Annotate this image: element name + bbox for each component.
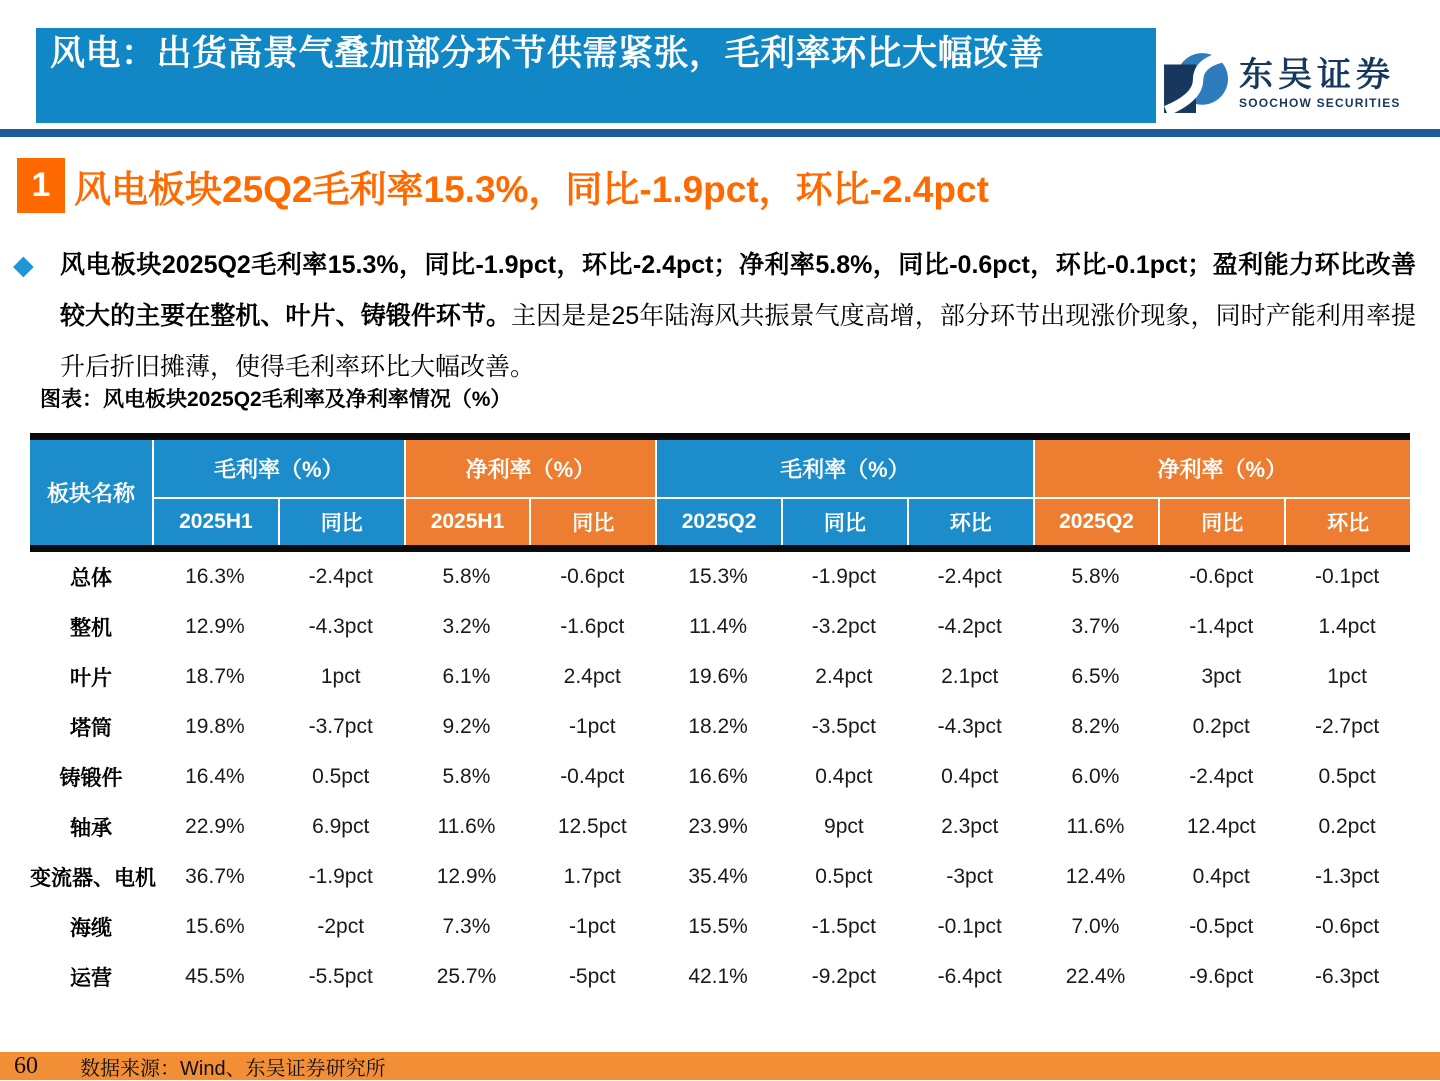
brand-name-en: SOOCHOW SECURITIES	[1239, 96, 1401, 110]
table-cell: 19.8%	[185, 715, 245, 738]
table-row	[30, 552, 1410, 602]
data-source: 数据来源：Wind、东吴证券研究所	[80, 1057, 386, 1080]
table-cell: -6.3pct	[1314, 965, 1380, 988]
table-cell: 3.7%	[1071, 615, 1120, 638]
sub-header: 同比	[783, 499, 907, 545]
table-cell: 2.3pct	[941, 815, 999, 838]
group-header-gross-margin-q2: 毛利率（%）	[657, 440, 1032, 497]
row-label: 轴承	[70, 817, 112, 840]
table-body	[30, 552, 1410, 1002]
table-cell: -9.2pct	[811, 965, 876, 988]
table-cell: 22.9%	[185, 815, 245, 838]
table-row	[30, 902, 1410, 952]
table-cell: 16.6%	[688, 765, 748, 788]
table-row	[30, 702, 1410, 752]
sub-header: 同比	[280, 499, 404, 545]
table-cell: 15.6%	[185, 915, 245, 938]
brand-logo	[1163, 48, 1401, 119]
table-cell: -1.3pct	[1314, 865, 1380, 888]
table-cell: -1.5pct	[811, 915, 876, 938]
table-cell: -0.6pct	[1189, 565, 1254, 588]
table-cell: 5.8%	[1071, 565, 1120, 588]
table-cell: 12.9%	[185, 615, 245, 638]
table-cell: 11.6%	[437, 815, 496, 838]
brand-name-cn: 东吴证券	[1239, 56, 1395, 94]
table-cell: 16.4%	[185, 765, 245, 788]
table-cell: 3pct	[1201, 665, 1242, 688]
table-cell: -3pct	[946, 865, 994, 888]
table-cell: -5.5pct	[308, 965, 373, 988]
table-cell: 5.8%	[442, 765, 491, 788]
footer-bar	[0, 1052, 1440, 1080]
bullet-normal-text: 主因是是25年陆海风共振景气度高增，部分环节出现涨价现象，同时产能利用率提升后折旧摊薄，使得毛利率环比大幅改善。	[60, 302, 1416, 381]
soochow-logo-icon	[1163, 48, 1229, 119]
table-cell: 2.4pct	[815, 665, 873, 688]
table-cell: -2pct	[317, 915, 365, 938]
sub-header: 2025H1	[154, 499, 278, 545]
group-header-net-margin-q2: 净利率（%）	[1035, 440, 1410, 497]
table-cell: -4.3pct	[308, 615, 373, 638]
table-cell: -0.1pct	[1314, 565, 1380, 588]
row-label: 塔筒	[70, 717, 112, 740]
table-cell: -1.9pct	[308, 865, 373, 888]
table-cell: 2.4pct	[563, 665, 621, 688]
group-header-gross-margin-h1: 毛利率（%）	[154, 440, 404, 497]
table-cell: 7.3%	[442, 915, 491, 938]
table-row	[30, 602, 1410, 652]
table-cell: -1pct	[568, 915, 616, 938]
table-cell: 9pct	[824, 815, 864, 838]
table-corner-header: 板块名称	[30, 440, 152, 545]
table-header	[30, 433, 1410, 552]
table-cell: 15.3%	[688, 565, 748, 588]
table-cell: 6.5%	[1071, 665, 1120, 688]
table-cell: -2.4pct	[937, 565, 1002, 588]
table-cell: 0.4pct	[815, 765, 873, 788]
table-cell: 9.2%	[442, 715, 491, 738]
sub-header: 2025Q2	[1035, 499, 1159, 545]
table-cell: -4.3pct	[937, 715, 1002, 738]
table-cell: -9.6pct	[1189, 965, 1254, 988]
table-cell: 1.7pct	[563, 865, 621, 888]
table-cell: 12.5pct	[557, 815, 627, 838]
bullet-paragraph	[60, 240, 1416, 393]
table-cell: 5.8%	[442, 565, 491, 588]
table-cell: -0.6pct	[1314, 915, 1380, 938]
table-cell: -5pct	[568, 965, 616, 988]
row-label: 铸锻件	[59, 767, 123, 790]
table-cell: 0.5pct	[815, 865, 873, 888]
table-cell: -6.4pct	[937, 965, 1002, 988]
group-header-net-margin-h1: 净利率（%）	[406, 440, 656, 497]
table-cell: 11.4%	[689, 615, 748, 638]
table-cell: -0.5pct	[1189, 915, 1254, 938]
table-cell: -2.4pct	[1189, 765, 1254, 788]
table-row	[30, 952, 1410, 1002]
table-cell: -1.9pct	[811, 565, 876, 588]
table-cell: 12.9%	[436, 865, 497, 888]
table-cell: 23.9%	[688, 815, 748, 838]
table-cell: -3.5pct	[811, 715, 876, 738]
table-row	[30, 652, 1410, 702]
table-cell: -2.7pct	[1314, 715, 1380, 738]
row-label: 海缆	[70, 917, 112, 940]
table-cell: 22.4%	[1065, 965, 1126, 988]
sub-header: 同比	[1160, 499, 1284, 545]
sub-header: 环比	[1286, 499, 1410, 545]
section-title: 风电板块25Q2毛利率15.3%，同比-1.9pct，环比-2.4pct	[74, 168, 989, 210]
table-cell: -2.4pct	[308, 565, 373, 588]
table-row	[30, 852, 1410, 902]
page-number: 60	[14, 1052, 38, 1079]
table-cell: -1.6pct	[560, 615, 625, 638]
table-cell: 18.2%	[688, 715, 748, 738]
bullet-diamond-icon: ◆	[13, 250, 34, 280]
table-row	[30, 752, 1410, 802]
table-cell: -1pct	[568, 715, 616, 738]
table-cell: 0.4pct	[941, 765, 999, 788]
table-cell: 1pct	[1327, 665, 1367, 688]
sub-header: 2025H1	[406, 499, 530, 545]
table-cell: 25.7%	[436, 965, 497, 988]
table-cell: 35.4%	[688, 865, 748, 888]
table-cell: -4.2pct	[937, 615, 1002, 638]
table-cell: 6.9pct	[312, 815, 370, 838]
table-cell: 0.4pct	[1192, 865, 1250, 888]
section-number-badge: 1	[17, 158, 65, 213]
sub-header: 同比	[531, 499, 655, 545]
table-cell: 2.1pct	[941, 665, 999, 688]
table-cell: 1.4pct	[1318, 615, 1376, 638]
chart-caption: 图表：风电板块2025Q2毛利率及净利率情况（%）	[40, 388, 512, 411]
table-cell: 12.4pct	[1186, 815, 1256, 838]
row-label: 整机	[70, 617, 112, 640]
sub-header: 2025Q2	[657, 499, 781, 545]
table-cell: -1.4pct	[1189, 615, 1254, 638]
table-cell: 1pct	[320, 665, 361, 688]
table-cell: 0.5pct	[312, 765, 370, 788]
table-cell: -0.4pct	[560, 765, 625, 788]
table-cell: 7.0%	[1071, 915, 1120, 938]
table-cell: 45.5%	[185, 965, 245, 988]
row-label: 运营	[70, 967, 112, 990]
table-cell: 0.5pct	[1318, 765, 1376, 788]
table-cell: 6.1%	[442, 665, 491, 688]
table-cell: 42.1%	[688, 965, 748, 988]
table-cell: 6.0%	[1071, 765, 1120, 788]
row-label: 总体	[70, 567, 112, 590]
table-cell: 3.2%	[442, 615, 491, 638]
table-cell: 0.2pct	[1318, 815, 1376, 838]
table-cell: -0.6pct	[560, 565, 625, 588]
table-row	[30, 802, 1410, 852]
table-cell: -0.1pct	[937, 915, 1002, 938]
table-cell: -3.2pct	[811, 615, 876, 638]
table-cell: 19.6%	[688, 665, 748, 688]
row-label: 变流器、电机	[30, 867, 156, 890]
table-cell: 8.2%	[1071, 715, 1120, 738]
table-cell: 16.3%	[185, 565, 245, 588]
row-label: 叶片	[70, 667, 112, 690]
table-cell: 15.5%	[688, 915, 748, 938]
table-cell: 0.2pct	[1192, 715, 1250, 738]
table-cell: -3.7pct	[308, 715, 373, 738]
table-cell: 11.6%	[1066, 815, 1125, 838]
table-cell: 36.7%	[185, 865, 245, 888]
page-title: 风电：出货高景气叠加部分环节供需紧张，毛利率环比大幅改善	[36, 28, 1156, 123]
table-cell: 18.7%	[185, 665, 245, 688]
bullet-bold-text: 风电板块2025Q2毛利率15.3%，同比-1.9pct，环比-2.4pct；净利率5.8%，同比-0.6pct，环比-0.1pct；盈利能力环比改善较大的主要在整机、叶片、铸锻件环节。	[60, 251, 1416, 330]
header-divider	[0, 129, 1440, 137]
sub-header: 环比	[909, 499, 1033, 545]
table-cell: 12.4%	[1065, 865, 1126, 888]
